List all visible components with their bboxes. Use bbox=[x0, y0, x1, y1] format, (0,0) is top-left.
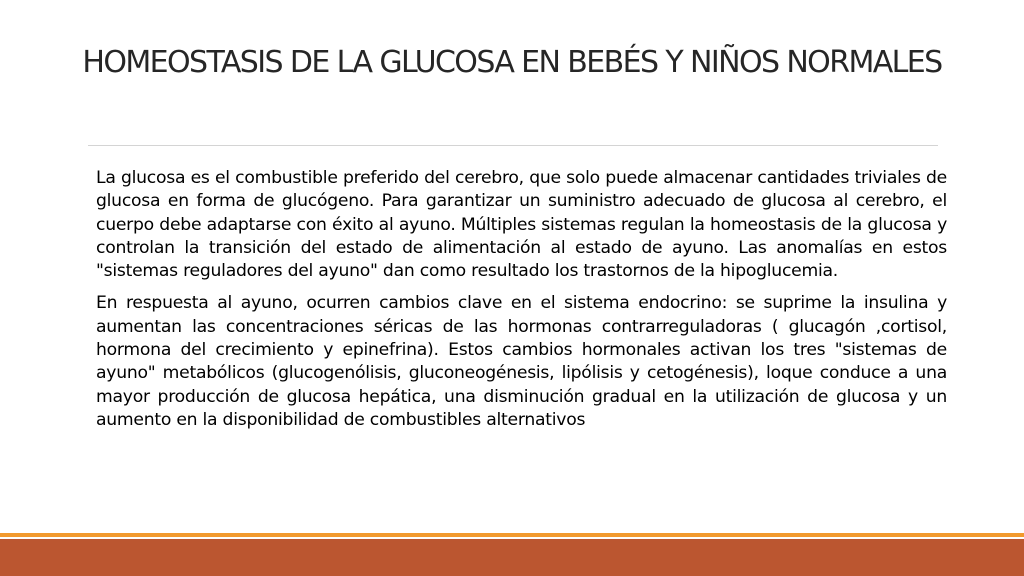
title-divider bbox=[88, 145, 938, 146]
footer-accent-line bbox=[0, 533, 1024, 537]
slide-body bbox=[96, 167, 947, 441]
body-paragraph-1: La glucosa es el combustible preferido del cerebro, que solo puede almacenar cantidades triviales de glucosa en forma de glucógeno. Para garantizar un suministro adecuado de glucosa al cerebro, el cuerpo debe adaptarse con éxito al ayuno. Múltiples sistemas regulan la homeostasis de la glucosa y controlan la transición del estado de alimentación al estado de ayuno. Las anomalías en estos "sistemas reguladores del ayuno" dan como resultado los trastornos de la hipoglucemia. bbox=[96, 168, 947, 282]
slide-title: HOMEOSTASIS DE LA GLUCOSA EN BEBÉS Y NIÑOS NORMALES bbox=[82, 45, 942, 80]
footer-accent-bar bbox=[0, 539, 1024, 576]
body-paragraph-2: En respuesta al ayuno, ocurren cambios clave en el sistema endocrino: se suprime la insulina y aumentan las concentraciones séricas de las hormonas contrarreguladoras ( glucagón ,cortisol, hormona del crecimiento y epinefrina). Estos cambios hormonales activan los tres "sistemas de ayuno" metabólicos (glucogenólisis, gluconeogénesis, lipólisis y cetogénesis), loque conduce a una mayor producción de glucosa hepática, una disminución gradual en la utilización de glucosa y un aumento en la disponibilidad de combustibles alternativos bbox=[96, 293, 947, 430]
